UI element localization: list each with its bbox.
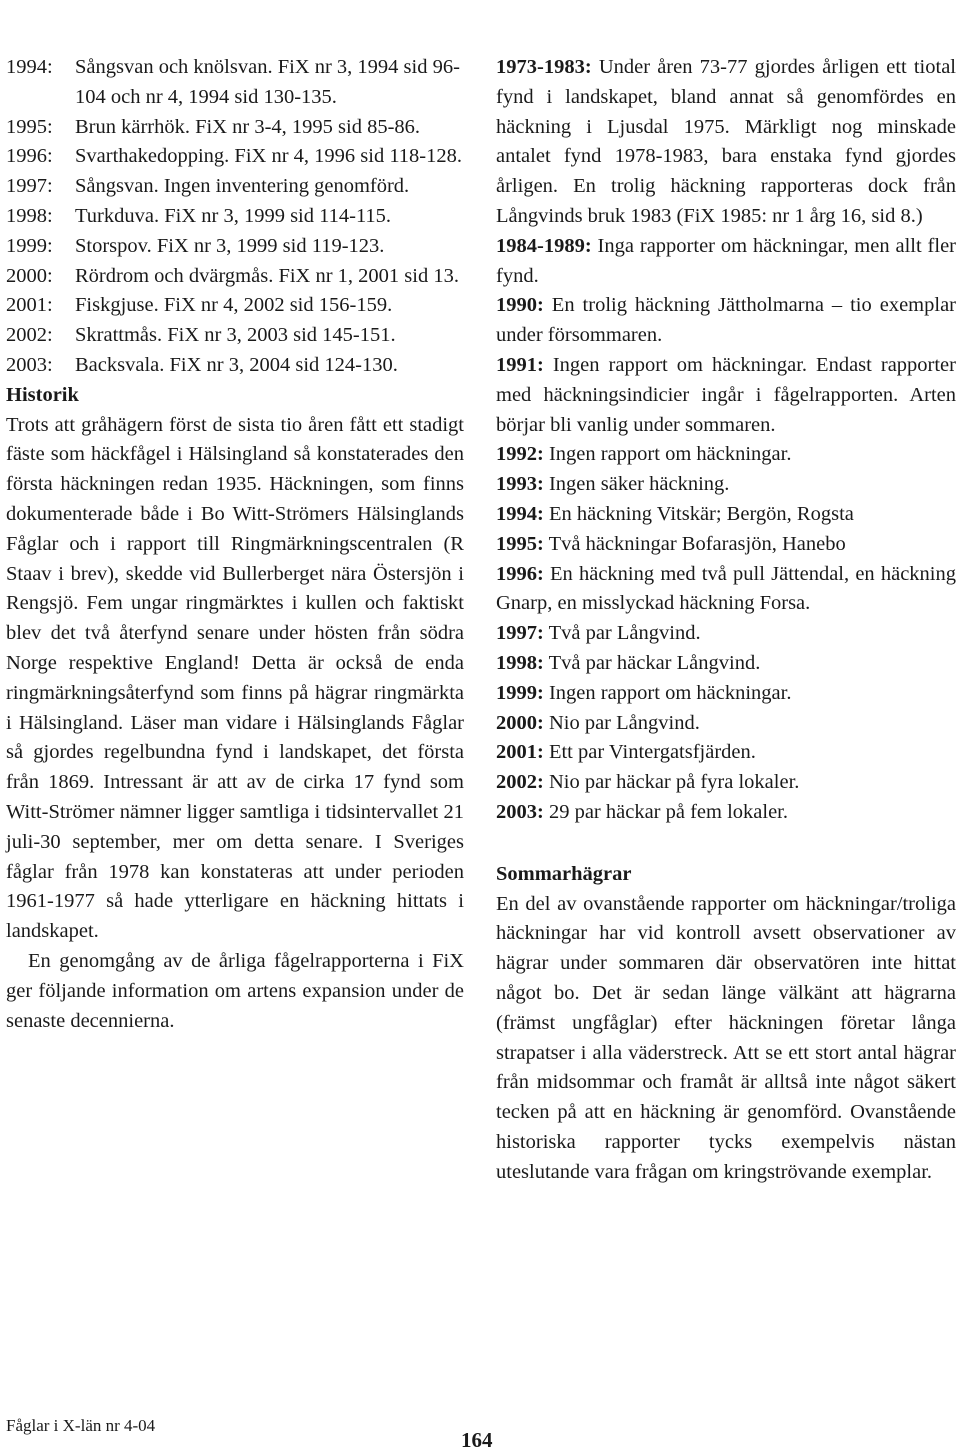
entry-text: Två par Långvind. xyxy=(543,622,701,645)
entry-year: 1994: xyxy=(6,56,53,78)
entry-text: 29 par häckar på fem lokaler. xyxy=(543,800,789,823)
expansion-entry-1996 xyxy=(496,560,956,620)
entry-text: Nio par Långvind. xyxy=(543,711,700,734)
entry-year: 1999: xyxy=(6,234,53,257)
entry-key: 1996: xyxy=(496,562,544,585)
entry-key: 1992: xyxy=(496,443,544,466)
entry-key: 1998: xyxy=(496,651,544,674)
entry-text: Fiskgjuse. FiX nr 4, 2002 sid 156-159. xyxy=(75,294,393,317)
entry-text: Ingen rapport om häckningar. Endast rapporter med häckningsindicier ingår i fågelrapporten. Arten börjar bli vanlig under sommaren. xyxy=(496,353,956,436)
section-spacer xyxy=(496,828,956,860)
footer-publication: Fåglar i X-län nr 4-04 xyxy=(6,1416,156,1435)
entry-key: 1997: xyxy=(496,622,544,645)
expansion-entry-2002 xyxy=(496,768,956,798)
expansion-entry-1993 xyxy=(496,470,956,500)
entry-year: 2000: xyxy=(6,264,53,287)
entry-text: Under åren 73-77 gjordes årligen ett tiotal fynd i landskapet, bland annat så genomfördes en häckning i Ljusdal 1975. Märkligt nog minskade antalet fynd 1978-1983, bara enstaka fynd gjordes årligen. En trolig häckning rapporteras dock från Långvinds bruk 1983 (FiX 1985: nr 1 årg 16, sid 8.) xyxy=(496,56,956,227)
expansion-entry-2003 xyxy=(496,798,956,828)
expansion-entry-1997 xyxy=(496,619,956,649)
report-entry-2003 xyxy=(6,351,464,381)
entry-text: Två par häckar Långvind. xyxy=(543,651,761,674)
entry-text: Svarthakedopping. FiX nr 4, 1996 sid 118-128. xyxy=(75,145,463,168)
report-entry-2001 xyxy=(6,291,464,321)
entry-text: Inga rapporter om häckningar, men allt fler fynd. xyxy=(496,234,956,287)
entry-text: Turkduva. FiX nr 3, 1999 sid 114-115. xyxy=(75,204,392,227)
entry-text: Ett par Vintergatsfjärden. xyxy=(543,741,756,764)
expansion-entry-1998 xyxy=(496,649,956,679)
entry-year: 1998: xyxy=(6,204,53,227)
entry-key: 1993: xyxy=(496,473,544,496)
entry-key: 2001: xyxy=(496,741,544,764)
historik-paragraph-expansion: En genomgång av de årliga fågelrapporterna i FiX ger följande information om artens expansion under de senaste decennierna. xyxy=(6,949,464,1032)
entry-text: Sångsvan och knölsvan. FiX nr 3, 1994 sid 96-104 och nr 4, 1994 sid 130-135. xyxy=(75,56,460,108)
report-entry-1997 xyxy=(6,172,464,202)
entry-text: Sångsvan. Ingen inventering genomförd. xyxy=(75,175,410,198)
entry-key: 1995: xyxy=(496,532,544,555)
report-entry-1995 xyxy=(6,113,464,143)
entry-key: 1973-1983: xyxy=(496,56,592,78)
report-entry-1999 xyxy=(6,232,464,262)
entry-year: 1996: xyxy=(6,145,53,168)
right-column xyxy=(496,53,956,1187)
entry-text: Ingen rapport om häckningar. xyxy=(543,681,792,704)
expansion-entry-2001 xyxy=(496,738,956,768)
entry-text: Skrattmås. FiX nr 3, 2003 sid 145-151. xyxy=(75,324,396,347)
expansion-entry-1992 xyxy=(496,440,956,470)
report-entry-1994 xyxy=(6,53,464,113)
entry-key: 2003: xyxy=(496,800,544,823)
entry-text: En häckning Vitskär; Bergön, Rogsta xyxy=(543,502,854,525)
entry-year: 2001: xyxy=(6,294,53,317)
expansion-entry-1994 xyxy=(496,500,956,530)
report-entry-2002 xyxy=(6,321,464,351)
left-column xyxy=(6,53,464,1036)
report-entry-1998 xyxy=(6,202,464,232)
entry-key: 1984-1989: xyxy=(496,234,592,257)
entry-year: 2003: xyxy=(6,353,53,376)
entry-key: 1994: xyxy=(496,502,544,525)
expansion-entry-1995 xyxy=(496,530,956,560)
expansion-entry-1999 xyxy=(496,679,956,709)
sommarhagrar-heading: Sommarhägrar xyxy=(496,862,632,885)
sommarhagrar-paragraph: En del av ovanstående rapporter om häckningar/troliga häckningar har vid kontroll avsett observationer av hägrar under sommaren där observatören inte hittat något bo. Det är sedan länge välkänt att hägrarna (främst ungfåglar) efter häckningen företar långa strapatser i alla väderstreck. Att se ett stort antal hägrar från midsommar och framåt är alltså inte något säkert tecken på att en häckning är genomförd. Ovanstående historiska rapporter tycks exempelvis nästan uteslutande vara frågan om kringströvande exemplar. xyxy=(496,892,956,1183)
entry-key: 1991: xyxy=(496,353,544,376)
expansion-entry-2000 xyxy=(496,709,956,739)
expansion-entry-1984-1989 xyxy=(496,232,956,292)
entry-text: En häckning med två pull Jättendal, en häckning Gnarp, en misslyckad häckning Forsa. xyxy=(496,562,956,615)
entry-text: Backsvala. FiX nr 3, 2004 sid 124-130. xyxy=(75,353,398,376)
entry-text: Storspov. FiX nr 3, 1999 sid 119-123. xyxy=(75,234,385,257)
entry-text: Två häckningar Bofarasjön, Hanebo xyxy=(543,532,846,555)
entry-key: 2000: xyxy=(496,711,544,734)
entry-text: Nio par häckar på fyra lokaler. xyxy=(543,771,800,794)
entry-year: 2002: xyxy=(6,324,53,347)
entry-text: En trolig häckning Jättholmarna – tio exemplar under försommaren. xyxy=(496,294,956,347)
entry-text: Ingen rapport om häckningar. xyxy=(543,443,792,466)
entry-key: 1999: xyxy=(496,681,544,704)
entry-text: Rördrom och dvärgmås. FiX nr 1, 2001 sid 13. xyxy=(75,264,459,287)
expansion-entry-1973-1983 xyxy=(496,53,956,232)
historik-paragraph: Trots att gråhägern först de sista tio åren fått ett stadigt fäste som häckfågel i Hälsingland så konstaterades den första häckningen redan 1935. Häckningen, som finns dokumenterade både i Bo Witt-Strömers Hälsinglands Fåglar och i rapport till Ringmärkningscentralen (R Staav i brev), skedde vid Bullerberget nära Östersjön i Rengsjö. Fem ungar ringmärktes i kullen och faktiskt blev det två återfynd senare under hösten från södra Norge respektive England! Detta är också de enda ringmärkningsåterfynd som finns på hägrar ringmärkta i Hälsingland. Läser man vidare i Hälsinglands Fåglar så gjordes regelbundna fynd i landskapet, det första från 1869. Intressant är att av de cirka 17 fynd som Witt-Strömer nämner ligger samtliga i tidsintervallet 21 juli-30 september, mer om detta senare. I Sveriges fåglar från 1978 kan konstateras att under perioden 1961-1977 så hade ytterligare en häckning hittats i landskapet. xyxy=(6,413,464,943)
entry-key: 2002: xyxy=(496,771,544,794)
entry-text: Brun kärrhök. FiX nr 3-4, 1995 sid 85-86. xyxy=(75,115,421,138)
entry-text: Ingen säker häckning. xyxy=(543,473,730,496)
historik-heading: Historik xyxy=(6,383,79,406)
page-number: 164 xyxy=(461,1428,493,1452)
entry-year: 1997: xyxy=(6,175,53,198)
report-entry-1996 xyxy=(6,142,464,172)
entry-year: 1995: xyxy=(6,115,53,138)
report-entry-2000 xyxy=(6,262,464,292)
entry-key: 1990: xyxy=(496,294,544,317)
expansion-entry-1990 xyxy=(496,291,956,351)
expansion-entry-1991 xyxy=(496,351,956,440)
